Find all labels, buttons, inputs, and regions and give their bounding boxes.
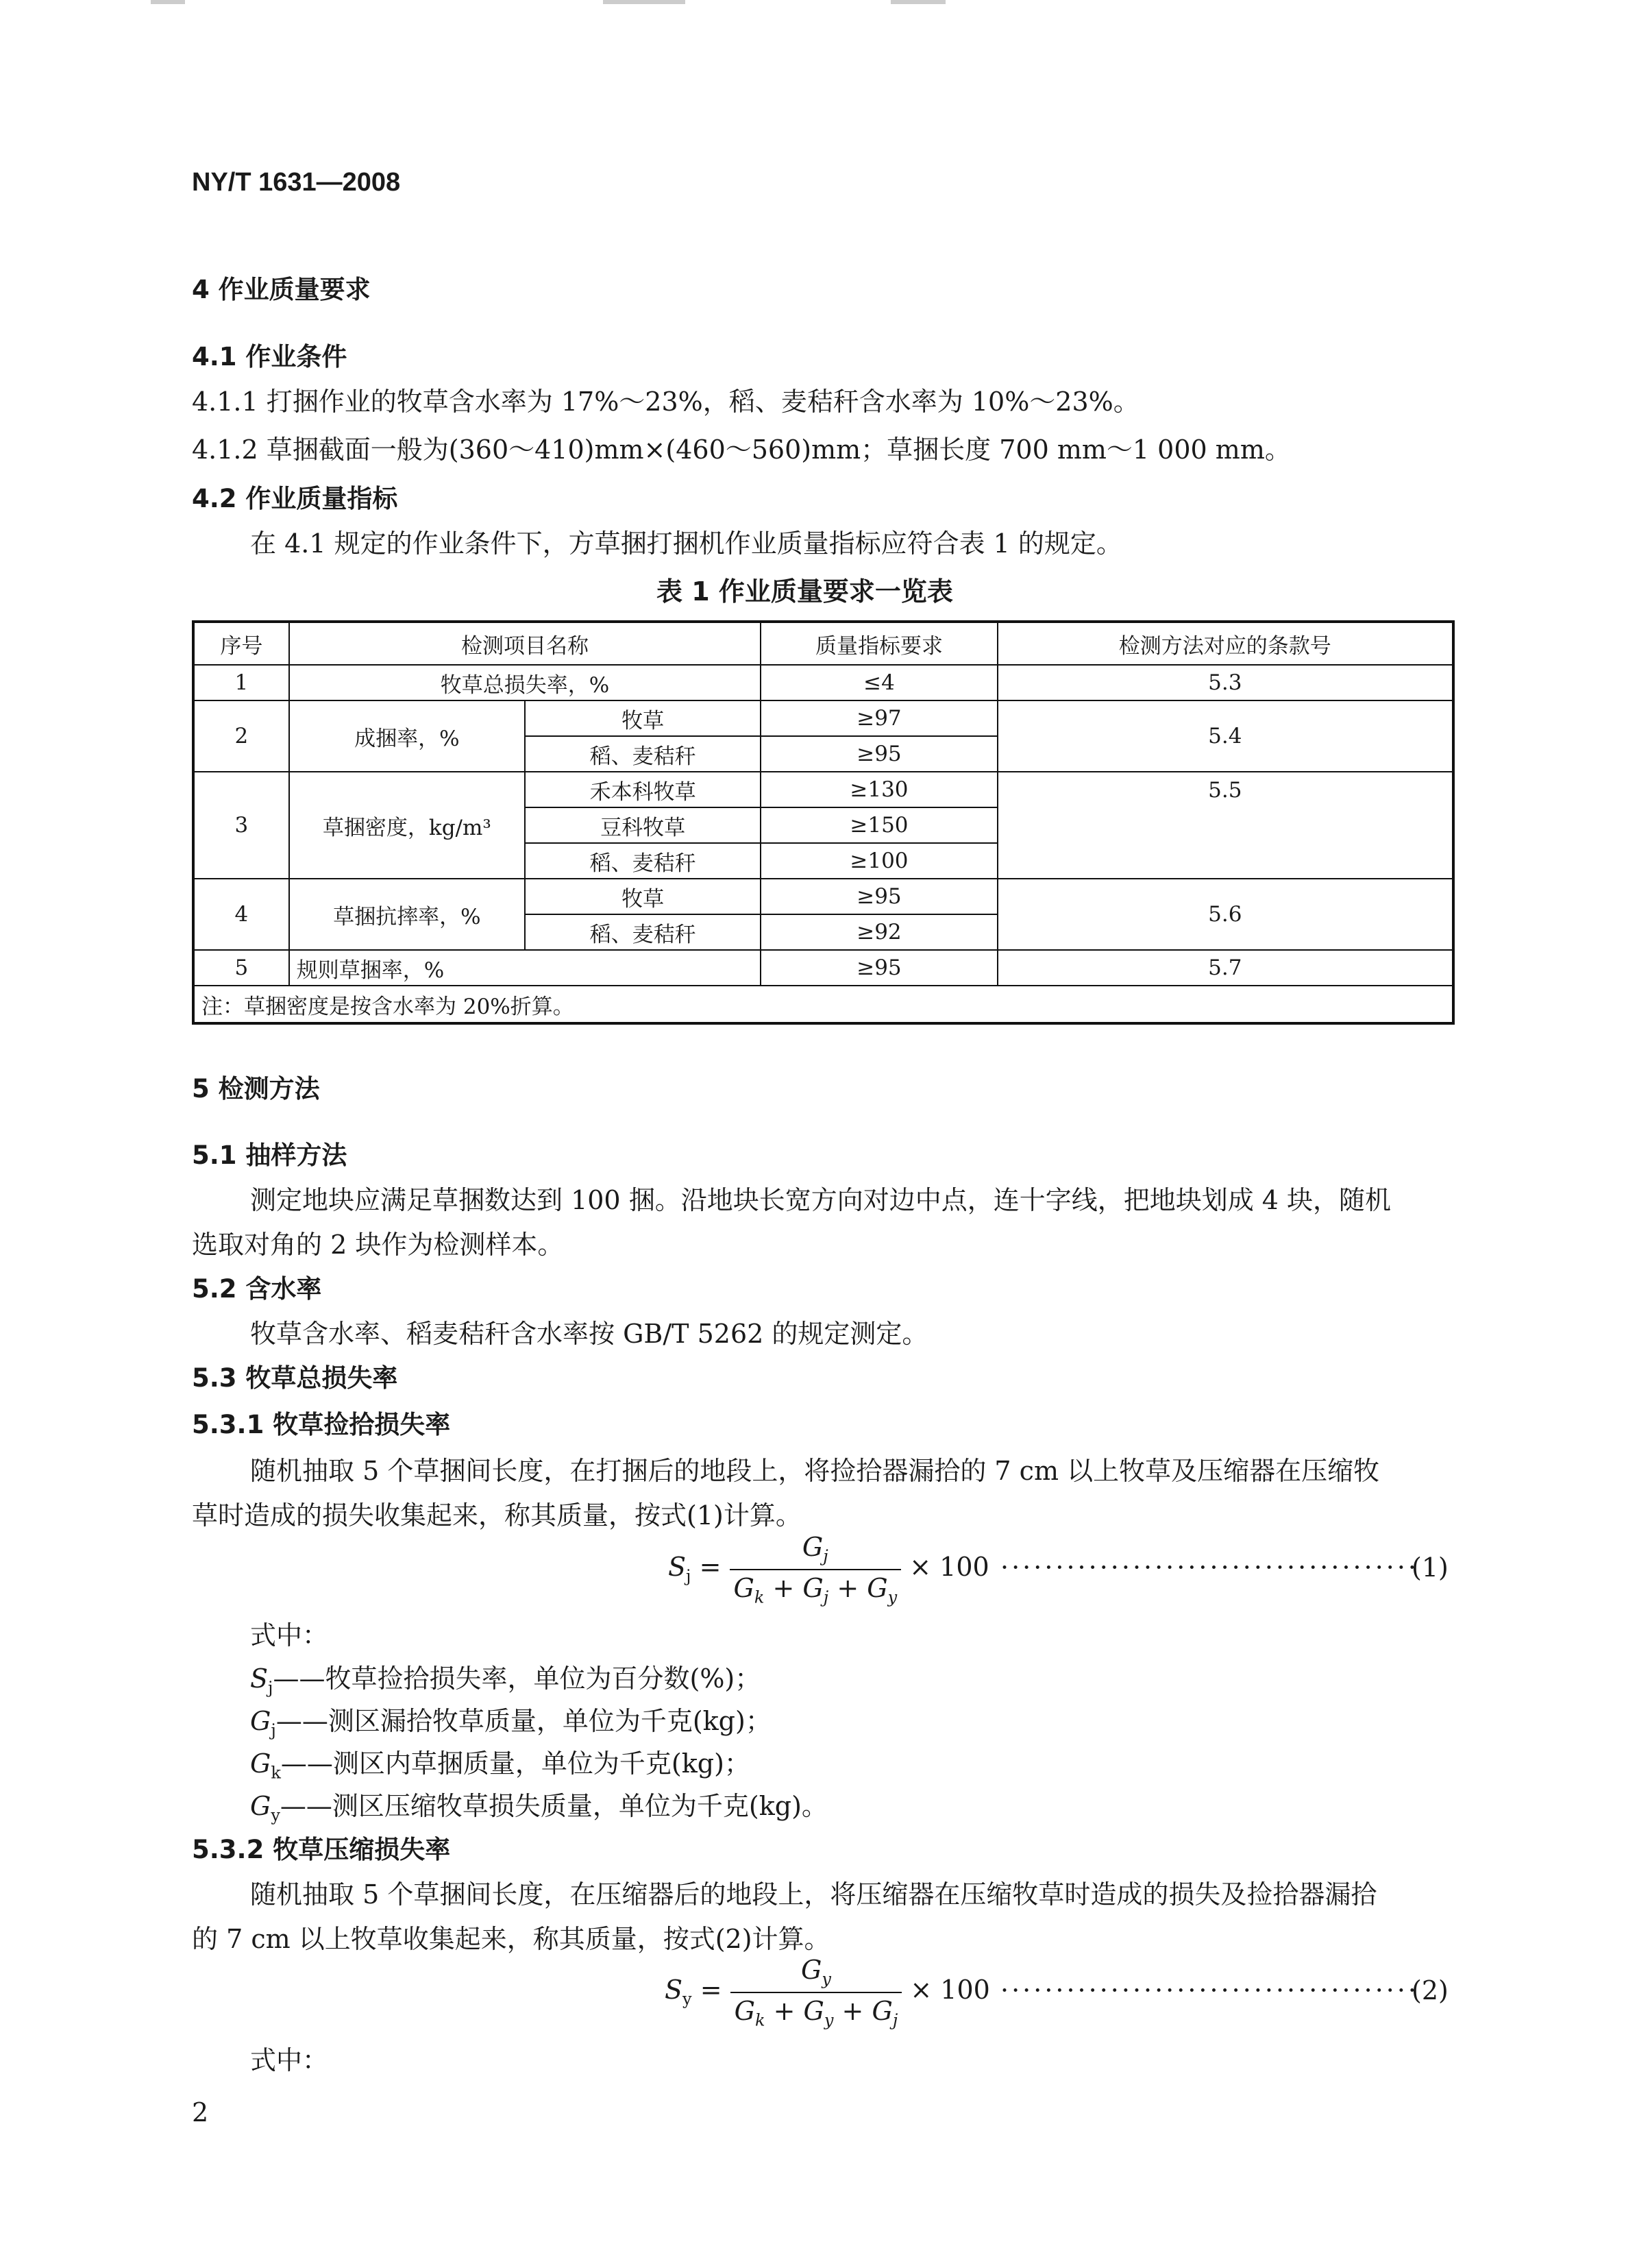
row-number: 4 [193,879,289,950]
section-5-1-para-line2: 选取对角的 2 块作为检测样本。 [192,1230,564,1260]
table-row [193,950,1453,986]
scan-mark [891,0,946,4]
clause-4-1-2: 4.1.2 草捆截面一般为(360～410)mm×(460～560)mm；草捆长度 700 mm～1 000 mm。 [192,435,1291,465]
row-number: 1 [193,665,289,700]
item-name: 规则草捆率，% [289,950,761,986]
formula-1-leader: ······································ [1000,1552,1420,1583]
section-4-title: 4 作业质量要求 [192,275,371,304]
section-5-3-title: 5.3 牧草总损失率 [192,1363,398,1393]
section-5-3-1-title: 5.3.1 牧草捡拾损失率 [192,1410,451,1439]
formula-2-number: (2) [1412,1975,1449,2005]
requirement: ≥150 [761,807,997,843]
item-name: 牧草总损失率，% [289,665,761,700]
table-caption: 表 1 作业质量要求一览表 [656,576,953,607]
clause-ref: 5.5 [998,772,1453,879]
requirement: ≥92 [761,914,997,950]
clause-4-1-1: 4.1.1 打捆作业的牧草含水率为 17%～23%，稻、麦秸秆含水率为 10%～23%。 [192,387,1140,417]
section-5-3-1-para-line2: 草时造成的损失收集起来，称其质量，按式(1)计算。 [192,1500,802,1531]
header-cell: 检测方法对应的条款号 [998,622,1453,665]
sub-item: 豆科牧草 [525,807,761,843]
requirement: ≥130 [761,772,997,807]
item-name: 成捆率，% [289,700,525,772]
page-number: 2 [192,2097,209,2127]
requirement: ≥97 [761,700,997,736]
sub-item: 稻、麦秸秆 [525,843,761,879]
symbol-definition: $S_j——$牧草捡拾损失率，单位为百分数(%)； [250,1663,761,1698]
requirement: ≥100 [761,843,997,879]
section-5-1-para-line1: 测定地块应满足草捆数达到 100 捆。沿地块长宽方向对边中点，连十字线，把地块划成 4 块，随机 [250,1185,1392,1215]
table-note: 注：草捆密度是按含水率为 20%折算。 [193,986,1453,1023]
row-number: 5 [193,950,289,986]
table-row [193,772,1453,807]
requirement: ≤4 [761,665,997,700]
section-4-2-intro: 在 4.1 规定的作业条件下，方草捆打捆机作业质量指标应符合表 1 的规定。 [250,528,1122,559]
table-row [193,879,1453,914]
row-number: 2 [193,700,289,772]
section-5-2-para: 牧草含水率、稻麦秸秆含水率按 GB/T 5262 的规定测定。 [250,1319,928,1349]
section-5-3-2-title: 5.3.2 牧草压缩损失率 [192,1835,451,1864]
requirement: ≥95 [761,950,997,986]
requirement: ≥95 [761,879,997,914]
section-5-title: 5 检测方法 [192,1074,320,1103]
scan-mark [151,0,185,4]
sub-item: 稻、麦秸秆 [525,914,761,950]
quality-table [192,620,1455,1025]
clause-ref: 5.4 [998,700,1453,772]
symbol-definition: $G_y——$测区压缩牧草损失质量，单位为千克(kg)。 [250,1791,828,1825]
table-row [193,700,1453,736]
formula-1-fraction: $\frac{G_j}{G_k + G_j + G_y}$ [730,1532,902,1607]
clause-ref: 5.7 [998,950,1453,986]
row-number: 3 [193,772,289,879]
header-cell: 质量指标要求 [761,622,997,665]
sub-item: 牧草 [525,700,761,736]
item-name: 草捆抗摔率，% [289,879,525,950]
section-5-3-1-para-line1: 随机抽取 5 个草捆间长度，在打捆后的地段上，将捡拾器漏拾的 7 cm 以上牧草及压缩器在压缩牧 [250,1456,1380,1486]
table-row [193,665,1453,700]
section-4-1-title: 4.1 作业条件 [192,342,347,371]
section-4-2-title: 4.2 作业质量指标 [192,484,398,513]
formula-2-leader: ······································ [1000,1975,1420,2005]
table-note-row [193,986,1453,1023]
symbol-definition: $G_j——$测区漏拾牧草质量，单位为千克(kg)； [250,1706,772,1740]
formula-2: $S_y$ = $\frac{G_y}{G_k + G_y + G_j}$ × 100 [665,1955,990,2030]
sub-item: 禾本科牧草 [525,772,761,807]
formula-1-number: (1) [1412,1552,1449,1583]
header-cell: 序号 [193,622,289,665]
sub-item: 牧草 [525,879,761,914]
sub-item: 稻、麦秸秆 [525,736,761,772]
table-header-row [193,622,1453,665]
symbol-definition: $G_k——$测区内草捆质量，单位为千克(kg)； [250,1748,750,1783]
header-cell: 检测项目名称 [289,622,761,665]
section-5-3-2-para-line2: 的 7 cm 以上牧草收集起来，称其质量，按式(2)计算。 [192,1924,830,1954]
formula-1: $S_j$ = $\frac{G_j}{G_k + G_j + G_y}$ × 100 [668,1532,989,1607]
item-name: 草捆密度，kg/m³ [289,772,525,879]
section-5-1-title: 5.1 抽样方法 [192,1141,347,1170]
requirement: ≥95 [761,736,997,772]
clause-ref: 5.3 [998,665,1453,700]
where-label-1: 式中： [250,1620,329,1650]
where-label-2: 式中： [250,2045,329,2075]
section-5-2-title: 5.2 含水率 [192,1274,322,1304]
section-5-3-2-para-line1: 随机抽取 5 个草捆间长度，在压缩器后的地段上，将压缩器在压缩牧草时造成的损失及捡拾器漏拾 [250,1879,1377,1910]
formula-2-fraction: $\frac{G_y}{G_k + G_y + G_j}$ [730,1955,902,2029]
clause-ref: 5.6 [998,879,1453,950]
standard-id: NY/T 1631—2008 [192,168,401,197]
scan-mark [603,0,685,4]
